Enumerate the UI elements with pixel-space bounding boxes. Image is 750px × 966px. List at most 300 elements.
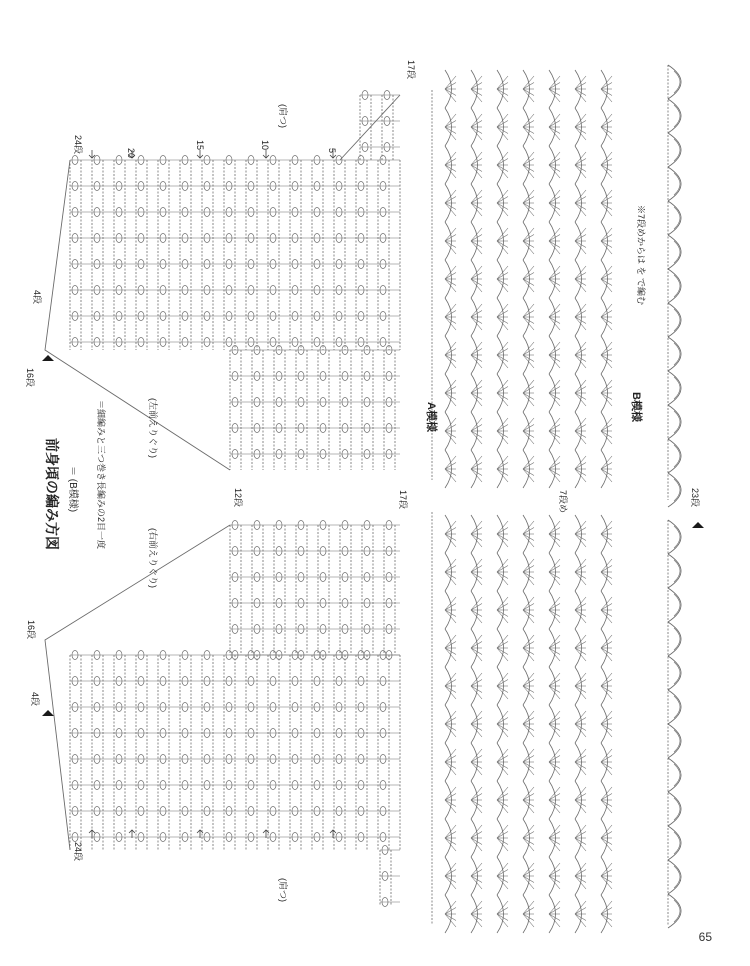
fan-stitch [601, 203, 612, 210]
fan-stitch [497, 165, 508, 172]
row-label-17-top: 17段 [406, 60, 416, 80]
fan-stitch [601, 241, 612, 254]
scallop-inner [674, 105, 680, 127]
fan-stitch [445, 762, 456, 775]
fan-stitch [523, 355, 534, 368]
fan-stitch [523, 393, 534, 406]
fan-stitch [549, 387, 560, 394]
fan-stitch [471, 197, 482, 204]
fan-stitch [471, 686, 482, 699]
fan-stitch [445, 686, 456, 693]
fan-stitch [575, 711, 586, 724]
fan-stitch [549, 425, 560, 432]
fan-stitch [445, 203, 456, 210]
fan-stitch [575, 597, 586, 610]
fan-stitch [497, 901, 508, 914]
fan-stitch [497, 114, 508, 127]
fan-stitch [445, 724, 456, 737]
fan-stitch [523, 317, 534, 330]
scallop-inner [674, 798, 680, 820]
fan-stitch [445, 686, 456, 699]
fan-stitch [445, 604, 456, 611]
fan-stitch [471, 127, 482, 134]
fan-stitch [549, 800, 560, 813]
fan-stitch [575, 304, 586, 317]
fan-stitch [601, 787, 612, 800]
fan-stitch [497, 597, 508, 610]
fan-stitch [445, 908, 456, 915]
fan-stitch [497, 469, 508, 482]
fan-stitch [549, 266, 560, 279]
fan-stitch [471, 190, 482, 203]
fan-stitch [497, 121, 508, 128]
fan-stitch [523, 914, 534, 927]
fan-stitch [549, 914, 560, 921]
fan-stitch [445, 863, 456, 876]
fan-stitch [445, 76, 456, 89]
fan-stitch [601, 311, 612, 318]
fan-stitch [575, 838, 586, 851]
fan-stitch [471, 604, 482, 611]
scallop [668, 65, 681, 99]
fan-stitch [549, 521, 560, 534]
fan-stitch [471, 393, 482, 400]
scallop-inner [674, 309, 680, 331]
fan-stitch [601, 604, 612, 611]
fan-stitch [575, 159, 586, 166]
fan-stitch [497, 572, 508, 585]
fan-stitch [601, 241, 612, 248]
fan-stitch [523, 800, 534, 807]
fan-stitch [497, 380, 508, 393]
fan-stitch [497, 914, 508, 921]
fan-stitch [445, 914, 456, 921]
fan-stitch [497, 355, 508, 368]
fan-stitch [523, 572, 534, 579]
fan-stitch [549, 127, 560, 140]
scallop [668, 520, 681, 554]
fan-stitch [601, 76, 612, 89]
fan-stitch [549, 114, 560, 127]
fan-stitch [601, 431, 612, 444]
fan-stitch [471, 832, 482, 839]
fan-stitch [601, 648, 612, 655]
row-label-24-right: 24段 [73, 842, 83, 862]
fan-stitch [445, 273, 456, 280]
fan-stitch [601, 355, 612, 362]
fan-stitch [497, 431, 508, 444]
fan-stitch [523, 89, 534, 102]
fan-stitch [497, 838, 508, 851]
page-number: 65 [698, 930, 712, 944]
fan-stitch [601, 870, 612, 877]
fan-stitch [445, 559, 456, 572]
fan-stitch [471, 794, 482, 801]
fan-stitch [575, 914, 586, 921]
fan-stitch [497, 800, 508, 807]
fan-stitch [601, 152, 612, 165]
fan-stitch [445, 127, 456, 140]
scallop-inner [674, 764, 680, 786]
fan-stitch [471, 342, 482, 355]
fan-stitch [471, 673, 482, 686]
fan-stitch [523, 355, 534, 362]
fan-stitch [575, 534, 586, 547]
fan-stitch [601, 521, 612, 534]
fan-stitch [575, 521, 586, 534]
scallop-inner [674, 628, 680, 650]
fan-stitch [445, 800, 456, 813]
fan-stitch [445, 89, 456, 96]
fan-stitch [497, 604, 508, 611]
shoulder-label-top: (肩つ) [278, 104, 288, 128]
fan-stitch [445, 838, 456, 851]
fan-stitch [523, 648, 534, 655]
b-pattern-edging [668, 65, 681, 928]
fan-stitch [549, 787, 560, 800]
fan-stitch [575, 425, 586, 432]
fan-stitch [601, 317, 612, 330]
fan-stitch [471, 749, 482, 762]
fan-stitch [471, 680, 482, 687]
fan-stitch [575, 393, 586, 400]
fan-stitch [575, 762, 586, 769]
fan-stitch [445, 648, 456, 655]
fan-stitch [497, 152, 508, 165]
fan-stitch [497, 203, 508, 216]
fan-stitch [523, 463, 534, 470]
fan-stitch [445, 159, 456, 166]
scallop-inner [674, 275, 680, 297]
fan-stitch [497, 762, 508, 775]
fan-stitch [471, 566, 482, 573]
fan-stitch [471, 718, 482, 725]
fan-stitch [549, 724, 560, 737]
fan-stitch [575, 190, 586, 203]
fan-stitch [601, 528, 612, 535]
fan-stitch [549, 762, 560, 775]
scallop-inner [674, 241, 680, 263]
fan-stitch [601, 431, 612, 438]
fan-stitch [445, 787, 456, 800]
scallop-inner [674, 594, 680, 616]
fan-stitch [445, 825, 456, 838]
fan-stitch [575, 610, 586, 623]
scallop-inner [674, 900, 680, 922]
fan-stitch [523, 197, 534, 204]
scallop [668, 894, 681, 928]
fan-stitch [471, 610, 482, 617]
fan-stitch [523, 566, 534, 573]
fan-stitch [523, 317, 534, 324]
fan-stitch [601, 838, 612, 845]
fan-stitch [523, 418, 534, 431]
scallop-inner [674, 377, 680, 399]
fan-stitch [601, 642, 612, 649]
fan-stitch [575, 800, 586, 807]
fan-stitch [575, 838, 586, 845]
fan-stitch [523, 534, 534, 547]
scallop-inner [674, 445, 680, 467]
fan-stitch [471, 908, 482, 915]
fan-stitch [575, 901, 586, 914]
fan-stitch [549, 197, 560, 204]
fan-stitch [445, 800, 456, 807]
fan-stitch [445, 794, 456, 801]
fan-stitch [471, 418, 482, 431]
fan-stitch [549, 680, 560, 687]
fan-stitch [497, 825, 508, 838]
fan-stitch [523, 724, 534, 737]
fan-stitch [445, 680, 456, 687]
fan-stitch [497, 89, 508, 96]
fan-stitch [445, 521, 456, 534]
row-label-24-left: 24段 [73, 135, 83, 155]
fan-stitch [445, 914, 456, 927]
fan-stitch [575, 418, 586, 431]
start-marker [692, 522, 704, 528]
fan-stitch [471, 165, 482, 172]
fan-stitch [471, 393, 482, 406]
fan-stitch [549, 711, 560, 724]
fan-stitch [523, 762, 534, 769]
fan-stitch [497, 756, 508, 763]
scallop-inner [674, 832, 680, 854]
fan-stitch [601, 724, 612, 737]
fan-stitch [523, 648, 534, 661]
fan-stitch [575, 241, 586, 248]
fan-stitch [549, 241, 560, 254]
fan-stitch [601, 794, 612, 801]
fan-stitch [471, 463, 482, 470]
fan-stitch [549, 572, 560, 579]
fan-stitch [497, 610, 508, 617]
left-collar-label: (左前えりぐり) [148, 398, 158, 458]
fan-stitch [471, 152, 482, 165]
fan-stitch [601, 680, 612, 687]
fan-stitch [471, 572, 482, 579]
fan-stitch [445, 635, 456, 648]
fan-stitch [497, 76, 508, 89]
fan-stitch [549, 121, 560, 128]
fan-stitch [575, 914, 586, 927]
fan-stitch [601, 355, 612, 368]
fan-stitch [523, 724, 534, 731]
fan-stitch [497, 387, 508, 394]
scallop [668, 554, 681, 588]
fan-stitch [575, 908, 586, 915]
fan-stitch [549, 393, 560, 406]
fan-stitch [445, 114, 456, 127]
fan-stitch [575, 203, 586, 210]
fan-stitch [471, 431, 482, 444]
scallop [668, 235, 681, 269]
scallop [668, 792, 681, 826]
armhole-edge [340, 95, 400, 160]
fan-stitch [497, 203, 508, 210]
fan-stitch [497, 304, 508, 317]
fan-stitch [549, 311, 560, 318]
a-pattern-label: A模様 [425, 402, 437, 432]
fan-stitch [523, 76, 534, 89]
fan-stitch [445, 724, 456, 731]
fan-stitch [549, 165, 560, 172]
row-label-16-right: 16段 [26, 620, 36, 640]
fan-stitch [575, 469, 586, 476]
fan-stitch [445, 762, 456, 769]
fan-stitch [471, 787, 482, 800]
fan-stitch [601, 559, 612, 572]
fan-stitch [601, 279, 612, 292]
fan-stitch [497, 908, 508, 915]
fan-stitch [575, 756, 586, 763]
fan-stitch [523, 686, 534, 699]
fan-stitch [445, 711, 456, 724]
fan-stitch [575, 572, 586, 585]
fan-stitch [601, 279, 612, 286]
fan-stitch [445, 838, 456, 845]
fan-stitch [601, 718, 612, 725]
fan-stitch [497, 317, 508, 324]
fan-stitch [523, 559, 534, 572]
fan-stitch [575, 83, 586, 90]
fan-stitch [471, 863, 482, 876]
fan-stitch [471, 83, 482, 90]
fan-stitch [471, 876, 482, 883]
fan-stitch [549, 273, 560, 280]
scallop-inner [674, 730, 680, 752]
fan-stitch [549, 431, 560, 438]
fan-stitch [497, 876, 508, 883]
fan-stitch [445, 279, 456, 286]
fan-stitch [471, 114, 482, 127]
fan-stitch [575, 648, 586, 655]
fan-stitch [445, 534, 456, 547]
fan-stitch [549, 235, 560, 242]
fan-stitch [601, 317, 612, 324]
fan-stitch [575, 197, 586, 204]
fan-stitch [601, 800, 612, 813]
fan-stitch [549, 673, 560, 686]
scallop [668, 337, 681, 371]
fan-stitch [445, 317, 456, 324]
fan-stitch [497, 724, 508, 731]
fan-stitch [471, 800, 482, 807]
scallop [668, 303, 681, 337]
fan-stitch [601, 393, 612, 400]
fan-stitch [523, 469, 534, 476]
scallop-inner [674, 71, 680, 93]
row-label-4-right: 4段 [30, 692, 40, 707]
fan-stitch [445, 673, 456, 686]
fan-stitch [497, 718, 508, 725]
fan-stitch [549, 342, 560, 355]
fan-stitch [575, 762, 586, 775]
fan-stitch [523, 165, 534, 178]
fan-stitch [523, 241, 534, 248]
fan-stitch [471, 203, 482, 210]
fan-stitch [471, 901, 482, 914]
fan-stitch [445, 610, 456, 617]
scallop-inner [674, 207, 680, 229]
fan-stitch [445, 241, 456, 254]
fan-stitch [549, 317, 560, 330]
fan-stitch [497, 876, 508, 889]
fan-stitch [471, 159, 482, 166]
fan-stitch [601, 89, 612, 102]
fan-stitch [497, 266, 508, 279]
fan-stitch [523, 127, 534, 140]
row-label-7: 7段め [558, 490, 568, 514]
fan-stitch [445, 387, 456, 394]
fan-stitch [601, 863, 612, 876]
fan-stitch [601, 165, 612, 172]
fan-stitch [601, 127, 612, 140]
fan-stitch [549, 534, 560, 541]
fan-stitch [549, 832, 560, 839]
fan-stitch [523, 838, 534, 851]
fan-stitch [471, 648, 482, 655]
fan-stitch [471, 317, 482, 330]
fan-stitch [575, 673, 586, 686]
fan-stitch [497, 610, 508, 623]
fan-stitch [445, 901, 456, 914]
fan-stitch [471, 528, 482, 535]
fan-stitch [497, 635, 508, 648]
start-marker [42, 710, 54, 716]
fan-stitch [497, 914, 508, 927]
fan-stitch [523, 127, 534, 134]
fan-stitch [601, 901, 612, 914]
fan-stitch [575, 604, 586, 611]
fan-stitch [601, 876, 612, 889]
fan-stitch [549, 380, 560, 393]
fan-stitch [497, 190, 508, 203]
fan-stitch [471, 387, 482, 394]
fan-stitch [523, 387, 534, 394]
fan-stitch [471, 431, 482, 438]
fan-stitch [497, 241, 508, 254]
fan-stitch [523, 114, 534, 127]
fan-stitch [575, 787, 586, 800]
fan-stitch [575, 749, 586, 762]
fan-stitch [497, 686, 508, 693]
fan-stitch [471, 89, 482, 102]
fan-stitch [523, 718, 534, 725]
fan-stitch [497, 787, 508, 800]
fan-stitch [445, 279, 456, 292]
fan-stitch [575, 832, 586, 839]
fan-stitch [549, 534, 560, 547]
fan-stitch [497, 456, 508, 469]
fan-stitch [445, 393, 456, 400]
fan-stitch [549, 463, 560, 470]
fan-stitch [575, 559, 586, 572]
fan-stitch [523, 165, 534, 172]
fan-stitch [445, 311, 456, 318]
fan-stitch [575, 165, 586, 172]
fan-stitch [523, 610, 534, 617]
fan-stitch [497, 863, 508, 876]
row-label-15-left: 15 [195, 140, 205, 151]
fan-stitch [523, 711, 534, 724]
fan-stitch [523, 800, 534, 813]
fan-stitch [549, 610, 560, 623]
fan-stitch [549, 876, 560, 883]
b-pattern-label: B模様 [630, 392, 642, 422]
fan-stitch [497, 711, 508, 724]
fan-stitch [471, 724, 482, 731]
